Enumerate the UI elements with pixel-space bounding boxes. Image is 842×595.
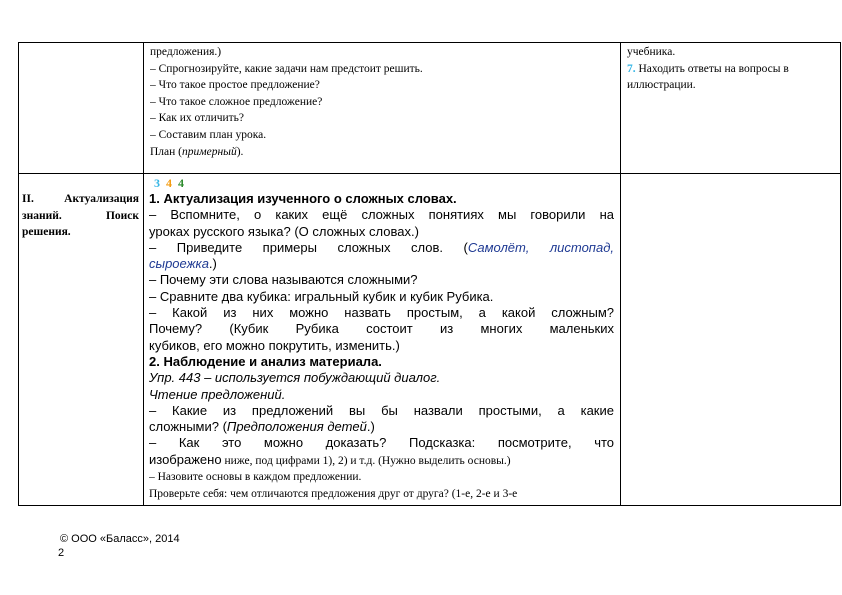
text-line: – Какой из них можно назвать простым, а какой сложным? — [149, 305, 614, 321]
example-words: сыроежка — [149, 256, 209, 272]
stage-title-line: знаний. Поиск — [22, 209, 139, 222]
section-heading-1: 1. Актуализация изученного о сложных словах. — [149, 191, 457, 206]
plan-italic: примерный — [182, 145, 237, 158]
text-line: сложными? (Предположения детей.) — [149, 419, 375, 435]
stage-title-line: решения. — [22, 226, 71, 239]
right-line: учебника. — [627, 46, 676, 58]
italic-answer: Предположения детей — [226, 419, 367, 435]
table-column-divider-2 — [620, 42, 621, 506]
copyright: © ООО «Баласс», 2014 — [60, 533, 180, 545]
right-line: иллюстрации. — [627, 79, 696, 92]
text-line: – Какие из предложений вы бы назвали простыми, а какие — [149, 402, 614, 418]
table-top-border — [18, 42, 840, 43]
text-line: уроках русского языка? (О сложных словах.) — [149, 223, 419, 239]
example-words: Самолёт, листопад, — [467, 239, 614, 255]
table-bottom-border — [18, 505, 840, 506]
table-column-divider-1 — [143, 42, 144, 506]
marker-number: 4 — [166, 176, 172, 190]
text-line: Почему? (Кубик Рубика состоит из многих маленьких — [149, 321, 614, 337]
item-number: 7. — [627, 62, 636, 75]
marker-number: 3 — [154, 176, 160, 190]
table-row-divider — [18, 173, 840, 174]
row1-line: предложения.) — [150, 46, 222, 58]
text-line: – Приведите примеры сложных слов. (Самолёт, листопад, — [149, 239, 614, 255]
text-line: – Почему эти слова называются сложными? — [149, 272, 418, 288]
row1-middle-cell — [150, 44, 616, 160]
row1-line: – Что такое простое предложение? — [150, 79, 320, 92]
exercise-line: Упр. 443 – используется побуждающий диалог. — [149, 370, 441, 386]
marker-number: 4 — [178, 176, 184, 190]
row1-line: – Что такое сложное предложение? — [150, 95, 323, 108]
text-line: сыроежка.) — [149, 256, 217, 272]
text-line: – Как это можно доказать? Подсказка: посмотрите, что — [149, 435, 614, 451]
reading-line: Чтение предложений. — [149, 386, 286, 402]
row1-line: – Спрогнозируйте, какие задачи нам предстоит решить. — [150, 62, 423, 75]
text-line: изображено ниже, под цифрами 1), 2) и т.д. (Нужно выделить основы.) — [149, 451, 511, 467]
row1-right-cell — [627, 44, 835, 94]
row1-line: – Как их отличить? — [150, 112, 245, 125]
text-line: – Сравните два кубика: игральный кубик и кубик Рубика. — [149, 288, 494, 304]
section-heading-2: 2. Наблюдение и анализ материала. — [149, 353, 382, 369]
table-right-border — [840, 42, 841, 506]
text-line: кубиков, его можно покрутить, изменить.) — [149, 337, 400, 353]
text-line: Проверьте себя: чем отличаются предложения друг от друга? (1-е, 2-е и 3-е — [149, 488, 518, 501]
row1-line: – Составим план урока. — [150, 128, 267, 141]
text-line: – Назовите основы в каждом предложении. — [149, 471, 362, 484]
plan-line: План (примерный). — [150, 145, 244, 158]
marker-numbers — [149, 176, 614, 191]
table-left-border — [18, 42, 19, 506]
row2-middle-cell — [149, 176, 614, 503]
page-number: 2 — [58, 547, 65, 559]
right-line: 7. Находить ответы на вопросы в — [627, 62, 789, 75]
text-line: – Вспомните, о каких ещё сложных понятиях мы говорили на — [149, 207, 614, 223]
stage-title-cell — [22, 191, 139, 241]
stage-title-line: II. Актуализация — [22, 193, 139, 205]
